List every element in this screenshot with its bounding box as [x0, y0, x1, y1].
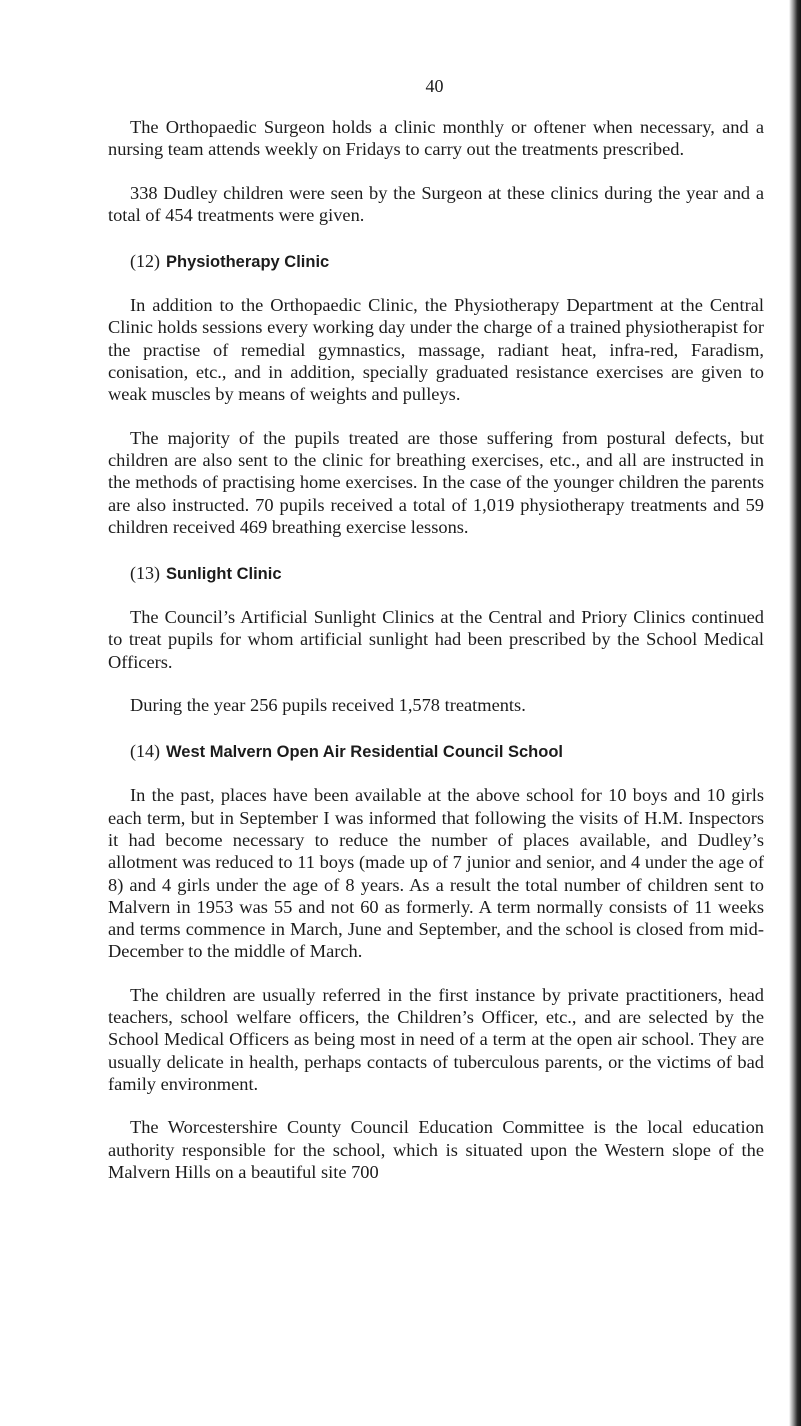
paragraph: The majority of the pupils treated are those suffering from postural defects, but children are also sent to the clinic for breathing exercises, etc., and all are instructed in the methods of practising home exercises. In the case of the younger children the parents are also instructed. 70 pupils received a total of 1,019 physiotherapy treatments and 59 children received 469 breathing exercise lessons.	[108, 427, 764, 537]
section-heading-physiotherapy	[108, 250, 764, 273]
page-number: 40	[425, 76, 444, 96]
paragraph: The Worcestershire County Council Education Committee is the local education authority responsible for the school, which is situated upon the Western slope of the Malvern Hills on a beautiful site 700	[108, 1117, 764, 1182]
section-number: (12)	[130, 251, 160, 272]
section-number: (14)	[130, 741, 160, 762]
section-title: West Malvern Open Air Residential Council School	[166, 743, 563, 762]
paragraph: During the year 256 pupils received 1,578 treatments.	[130, 695, 526, 716]
paragraph: 338 Dudley children were seen by the Surgeon at these clinics during the year and a total of 454 treatments were given.	[108, 182, 764, 225]
page-body	[108, 116, 764, 1183]
page-edge-shadow	[789, 0, 801, 1426]
section-heading-sunlight	[108, 562, 764, 585]
paragraph: In addition to the Orthopaedic Clinic, the Physiotherapy Department at the Central Clinic holds sessions every working day under the charge of a trained physiotherapist for the practise of remedial gymnastics, massage, radiant heat, infra-red, Faradism, conisation, etc., and in addition, specially graduated resistance exercises are given to weak muscles by means of weights and pulleys.	[108, 295, 764, 405]
section-title: Physiotherapy Clinic	[166, 253, 330, 272]
section-title: Sunlight Clinic	[166, 565, 282, 584]
section-heading-west-malvern	[108, 740, 764, 763]
section-number: (13)	[130, 563, 160, 584]
paragraph: In the past, places have been available at the above school for 10 boys and 10 girls each term, but in September I was informed that following the visits of H.M. Inspectors it had become necessary to reduce the number of places available, and Dudley’s allotment was reduced to 11 boys (made up of 7 junior and senior, and 4 under the age of 8) and 4 girls under the age of 8 years. As a result the total number of children sent to Malvern in 1953 was 55 and not 60 as formerly. A term normally consists of 11 weeks and terms commence in March, June and September, and the school is closed from mid-December to the middle of March.	[108, 785, 764, 962]
paragraph: The Council’s Artificial Sunlight Clinics at the Central and Priory Clinics continued to treat pupils for whom artificial sunlight had been prescribed by the School Medical Officers.	[108, 607, 764, 672]
paragraph: The children are usually referred in the first instance by private practitioners, head teachers, school welfare officers, the Children’s Officer, etc., and are selected by the School Medical Officers as being most in need of a term at the open air school. They are usually delicate in health, perhaps contacts of tuberculous parents, or the victims of bad family environment.	[108, 984, 764, 1094]
paragraph: The Orthopaedic Surgeon holds a clinic monthly or oftener when necessary, and a nursing team attends weekly on Fridays to carry out the treatments prescribed.	[108, 117, 764, 160]
